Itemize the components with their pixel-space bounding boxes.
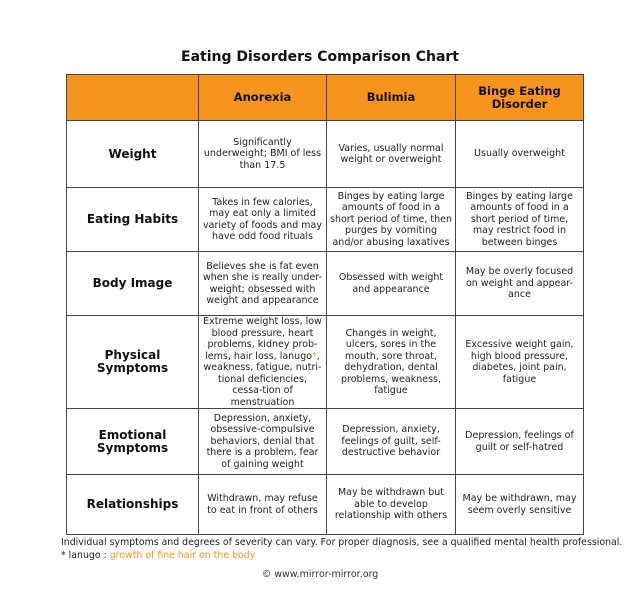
physical-anorexia-text-start: Extreme weight loss, low blood pressure, heart problems, kidney prob-lems, hair loss, lanugo (203, 316, 322, 362)
physical-anorexia-text-end: , weakness, fatigue, nutri-tional deficiencies, cessa-tion of menstruation (203, 350, 322, 408)
table-row (67, 252, 584, 316)
cell-body-image-anorexia: Believes she is fat even when she is really under-weight; obsessed with weight and appearance (199, 252, 327, 316)
cell-physical-anorexia (199, 316, 327, 409)
footnote-term: * lanugo : (61, 550, 110, 561)
table-row (67, 188, 584, 252)
row-header-physical-symptoms: Physical Symptoms (67, 316, 199, 409)
row-header-weight: Weight (67, 121, 199, 188)
footnote (61, 550, 255, 561)
cell-body-image-binge: May be overly focused on weight and appear-ance (456, 252, 584, 316)
cell-eating-habits-bulimia: Binges by eating large amounts of food in a short period of time, then purges by vomiting and/or abusing laxatives (327, 188, 456, 252)
column-header-binge-eating: Binge Eating Disorder (456, 75, 584, 121)
cell-physical-bulimia: Changes in weight, ulcers, sores in the mouth, sore throat, dehydration, dental problems, weakness, fatigue (327, 316, 456, 409)
disclaimer-text: Individual symptoms and degrees of severity can vary. For proper diagnosis, see a qualified mental health professional. (61, 537, 623, 548)
row-header-eating-habits: Eating Habits (67, 188, 199, 252)
chart-title: Eating Disorders Comparison Chart (181, 49, 459, 65)
row-header-relationships: Relationships (67, 475, 199, 535)
table-header-row (67, 75, 584, 121)
table-row (67, 316, 584, 409)
cell-weight-anorexia: Significantly underweight; BMI of less than 17.5 (199, 121, 327, 188)
copyright-credit: © www.mirror-mirror.org (261, 569, 379, 580)
lanugo-footnote-marker: * (312, 350, 317, 362)
cell-relationships-anorexia: Withdrawn, may refuse to eat in front of others (199, 475, 327, 535)
table-row (67, 121, 584, 188)
cell-weight-bulimia: Varies, usually normal weight or overweight (327, 121, 456, 188)
cell-relationships-bulimia: May be withdrawn but able to develop relationship with others (327, 475, 456, 535)
cell-emotional-binge: Depression, feelings of guilt or self-hatred (456, 409, 584, 475)
cell-physical-binge: Excessive weight gain, high blood pressure, diabetes, joint pain, fatigue (456, 316, 584, 409)
row-header-body-image: Body Image (67, 252, 199, 316)
footnote-definition: growth of fine hair on the body (109, 550, 256, 561)
cell-relationships-binge: May be withdrawn, may seem overly sensitive (456, 475, 584, 535)
column-header-bulimia: Bulimia (327, 75, 456, 121)
cell-weight-binge: Usually overweight (456, 121, 584, 188)
cell-body-image-bulimia: Obsessed with weight and appearance (327, 252, 456, 316)
table-row (67, 409, 584, 475)
row-header-emotional-symptoms: Emotional Symptoms (67, 409, 199, 475)
comparison-table (66, 74, 584, 535)
cell-emotional-bulimia: Depression, anxiety, feelings of guilt, self-destructive behavior (327, 409, 456, 475)
cell-eating-habits-anorexia: Takes in few calories, may eat only a limited variety of foods and may have odd food rituals (199, 188, 327, 252)
column-header-anorexia: Anorexia (199, 75, 327, 121)
table-row (67, 475, 584, 535)
cell-eating-habits-binge: Binges by eating large amounts of food in a short period of time, may restrict food in between binges (456, 188, 584, 252)
cell-emotional-anorexia: Depression, anxiety, obsessive-compulsive behaviors, denial that there is a problem, fear of gaining weight (199, 409, 327, 475)
header-corner-cell (67, 75, 199, 121)
